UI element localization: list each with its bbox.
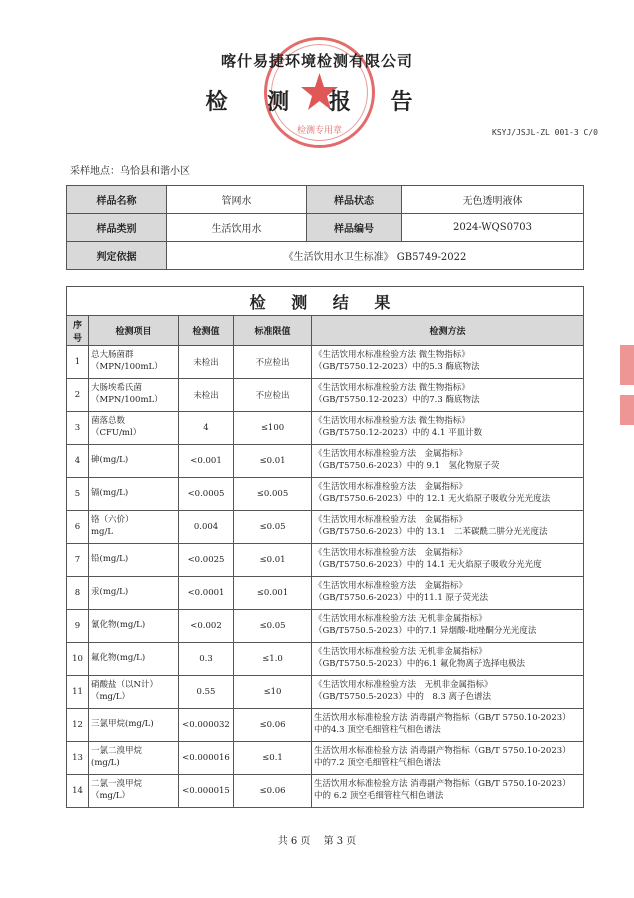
item-name: 三氯甲烷(mg/L) — [91, 719, 154, 730]
standard-limit: ≤0.001 — [234, 577, 312, 610]
table-row — [67, 511, 584, 544]
item-name: 镉(mg/L) — [91, 488, 129, 499]
row-number: 13 — [67, 742, 89, 775]
test-method — [312, 511, 584, 544]
method-line-2: （GB/T5750.5-2023）中的7.1 异烟酸-吡唑酮分光光度法 — [314, 626, 537, 636]
table-row — [67, 412, 584, 445]
item-name: 总大肠菌群 — [91, 350, 134, 361]
method-line-2: 中的4.3 顶空毛细管柱气相色谱法 — [314, 725, 441, 735]
method-line-1: 《生活饮用水标准检验方法 无机非金属指标》 — [314, 647, 487, 658]
test-method — [312, 544, 584, 577]
test-item — [89, 610, 179, 643]
item-unit: （MPN/100mL） — [91, 395, 163, 405]
method-line-2: （GB/T5750.6-2023）中的 13.1 二苯碳酰二肼分光光度法 — [314, 527, 548, 537]
test-value: <0.001 — [179, 445, 234, 478]
test-method — [312, 412, 584, 445]
method-line-1: 生活饮用水标准检验方法 消毒副产物指标（GB/T 5750.10-2023） — [314, 779, 571, 790]
table-row — [67, 346, 584, 379]
method-line-2: （GB/T5750.6-2023）中的 14.1 无火焰原子吸收分光光度 — [314, 560, 542, 570]
method-line-1: 《生活饮用水标准检验方法 金属指标》 — [314, 581, 468, 592]
row-number: 3 — [67, 412, 89, 445]
test-item — [89, 577, 179, 610]
test-item — [89, 742, 179, 775]
table-row — [67, 742, 584, 775]
row-number: 1 — [67, 346, 89, 379]
results-title: 检 测 结 果 — [67, 287, 584, 316]
standard-limit: 不应检出 — [234, 346, 312, 379]
row-number: 11 — [67, 676, 89, 709]
test-item — [89, 709, 179, 742]
basis-value: 《生活饮用水卫生标准》 GB5749-2022 — [167, 242, 584, 270]
sample-number-label: 样品编号 — [307, 214, 402, 242]
test-value: <0.0005 — [179, 478, 234, 511]
method-line-2: （GB/T5750.5-2023）中的6.1 氟化物离子选择电极法 — [314, 659, 526, 669]
test-method — [312, 346, 584, 379]
method-line-1: 《生活饮用水标准检验方法 无机非金属指标》 — [314, 614, 487, 625]
test-value: <0.000032 — [179, 709, 234, 742]
standard-limit: ≤0.05 — [234, 511, 312, 544]
page-edge-stamp-mark — [620, 395, 634, 425]
test-value: 未检出 — [179, 379, 234, 412]
test-method — [312, 445, 584, 478]
method-line-2: （GB/T5750.5-2023）中的 8.3 离子色谱法 — [314, 692, 492, 702]
standard-limit: ≤0.01 — [234, 544, 312, 577]
item-name: 菌落总数 — [91, 416, 126, 427]
item-unit: （mg/L） — [91, 692, 131, 702]
sample-info-table — [66, 185, 584, 270]
item-unit: (mg/L) — [91, 758, 120, 768]
method-line-1: 《生活饮用水标准检验方法 金属指标》 — [314, 515, 468, 526]
test-item — [89, 379, 179, 412]
item-name: 砷(mg/L) — [91, 455, 129, 466]
row-number: 2 — [67, 379, 89, 412]
standard-limit: ≤0.06 — [234, 775, 312, 808]
test-item — [89, 775, 179, 808]
test-method — [312, 643, 584, 676]
sample-state-label: 样品状态 — [307, 186, 402, 214]
test-item — [89, 676, 179, 709]
header-no: 序号 — [67, 316, 89, 346]
standard-limit: ≤0.05 — [234, 610, 312, 643]
item-name: 铅(mg/L) — [91, 554, 129, 565]
test-item — [89, 511, 179, 544]
test-value: <0.000015 — [179, 775, 234, 808]
item-unit: （mg/L） — [91, 791, 131, 801]
test-value: 0.004 — [179, 511, 234, 544]
svg-text:检测专用章: 检测专用章 — [296, 126, 343, 136]
method-line-1: 生活饮用水标准检验方法 消毒副产物指标（GB/T 5750.10-2023） — [314, 713, 571, 724]
test-method — [312, 379, 584, 412]
sampling-site: 采样地点：乌恰县和谐小区 — [70, 166, 190, 177]
test-value: 未检出 — [179, 346, 234, 379]
sample-state-value: 无色透明液体 — [402, 186, 584, 214]
results-table — [66, 286, 584, 808]
method-line-1: 生活饮用水标准检验方法 消毒副产物指标（GB/T 5750.10-2023） — [314, 746, 571, 757]
standard-limit: ≤100 — [234, 412, 312, 445]
test-value: 0.3 — [179, 643, 234, 676]
method-line-1: 《生活饮用水标准检验方法 金属指标》 — [314, 449, 468, 460]
page-footer: 共 6 页 第 3 页 — [277, 836, 357, 847]
row-number: 8 — [67, 577, 89, 610]
test-value: 4 — [179, 412, 234, 445]
item-name: 大肠埃希氏菌 — [91, 383, 143, 394]
standard-limit: ≤10 — [234, 676, 312, 709]
test-method — [312, 478, 584, 511]
row-number: 14 — [67, 775, 89, 808]
row-number: 9 — [67, 610, 89, 643]
row-number: 6 — [67, 511, 89, 544]
test-method — [312, 742, 584, 775]
header-value: 检测值 — [179, 316, 234, 346]
test-value: 0.55 — [179, 676, 234, 709]
standard-limit: ≤0.01 — [234, 445, 312, 478]
table-row — [67, 775, 584, 808]
standard-limit: ≤0.06 — [234, 709, 312, 742]
test-method — [312, 676, 584, 709]
method-line-2: （GB/T5750.12-2023）中的 4.1 平皿计数 — [314, 428, 483, 438]
method-line-1: 《生活饮用水标准检验方法 微生物指标》 — [314, 416, 470, 427]
method-line-1: 《生活饮用水标准检验方法 金属指标》 — [314, 482, 468, 493]
method-line-2: （GB/T5750.12-2023）中的5.3 酶底物法 — [314, 362, 480, 372]
method-line-1: 《生活饮用水标准检验方法 微生物指标》 — [314, 350, 470, 361]
table-row — [67, 577, 584, 610]
standard-limit: ≤0.005 — [234, 478, 312, 511]
sample-name-label: 样品名称 — [67, 186, 167, 214]
test-item — [89, 643, 179, 676]
table-row — [67, 478, 584, 511]
basis-label: 判定依据 — [67, 242, 167, 270]
test-item — [89, 478, 179, 511]
row-number: 7 — [67, 544, 89, 577]
document-number: KSYJ/JSJL-ZL 001-3 C/0 — [492, 128, 598, 137]
test-value: <0.0025 — [179, 544, 234, 577]
table-row — [67, 445, 584, 478]
company-name: 喀什易捷环境检测有限公司 — [220, 52, 413, 70]
item-name: 汞(mg/L) — [91, 587, 129, 598]
method-line-1: 《生活饮用水标准检验方法 微生物指标》 — [314, 383, 470, 394]
method-line-1: 《生活饮用水标准检验方法 无机非金属指标》 — [314, 680, 493, 691]
test-value: <0.002 — [179, 610, 234, 643]
item-name: 一氯二溴甲烷 — [91, 746, 143, 757]
header-item: 检测项目 — [89, 316, 179, 346]
method-line-2: （GB/T5750.12-2023）中的7.3 酶底物法 — [314, 395, 480, 405]
table-row — [67, 643, 584, 676]
test-item — [89, 412, 179, 445]
table-row — [67, 544, 584, 577]
item-name: 二氯一溴甲烷 — [91, 779, 143, 790]
row-number: 5 — [67, 478, 89, 511]
test-method — [312, 577, 584, 610]
test-method — [312, 775, 584, 808]
test-value: <0.0001 — [179, 577, 234, 610]
report-title: 检 测 报 告 — [205, 89, 429, 115]
standard-limit: 不应检出 — [234, 379, 312, 412]
test-item — [89, 544, 179, 577]
table-row — [67, 610, 584, 643]
sample-name-value: 管网水 — [167, 186, 307, 214]
row-number: 4 — [67, 445, 89, 478]
item-unit: （MPN/100mL） — [91, 362, 163, 372]
test-method — [312, 610, 584, 643]
table-row — [67, 709, 584, 742]
header-limit: 标准限值 — [234, 316, 312, 346]
test-value: <0.000016 — [179, 742, 234, 775]
item-name: 氟化物(mg/L) — [91, 653, 146, 664]
page-edge-stamp-mark — [620, 345, 634, 385]
test-method — [312, 709, 584, 742]
standard-limit: ≤1.0 — [234, 643, 312, 676]
standard-limit: ≤0.1 — [234, 742, 312, 775]
row-number: 12 — [67, 709, 89, 742]
row-number: 10 — [67, 643, 89, 676]
test-item — [89, 445, 179, 478]
table-row — [67, 379, 584, 412]
item-unit: mg/L — [91, 527, 114, 537]
item-name: 铬（六价） — [91, 515, 134, 526]
item-unit: （CFU/ml） — [91, 428, 142, 438]
method-line-2: （GB/T5750.6-2023）中的 12.1 无火焰原子吸收分光光度法 — [314, 494, 551, 504]
table-row — [67, 676, 584, 709]
sample-number-value: 2024-WQS0703 — [402, 214, 584, 242]
item-name: 硝酸盐（以N计） — [91, 680, 158, 691]
test-item — [89, 346, 179, 379]
method-line-2: 中的 6.2 顶空毛细管柱气相色谱法 — [314, 791, 444, 801]
sample-type-label: 样品类别 — [67, 214, 167, 242]
item-name: 氰化物(mg/L) — [91, 620, 146, 631]
method-line-2: （GB/T5750.6-2023）中的11.1 原子荧光法 — [314, 593, 488, 603]
method-line-2: 中的7.2 顶空毛细管柱气相色谱法 — [314, 758, 441, 768]
sample-type-value: 生活饮用水 — [167, 214, 307, 242]
header-method: 检测方法 — [312, 316, 584, 346]
method-line-2: （GB/T5750.6-2023）中的 9.1 氢化物原子荧 — [314, 461, 500, 471]
method-line-1: 《生活饮用水标准检验方法 金属指标》 — [314, 548, 468, 559]
